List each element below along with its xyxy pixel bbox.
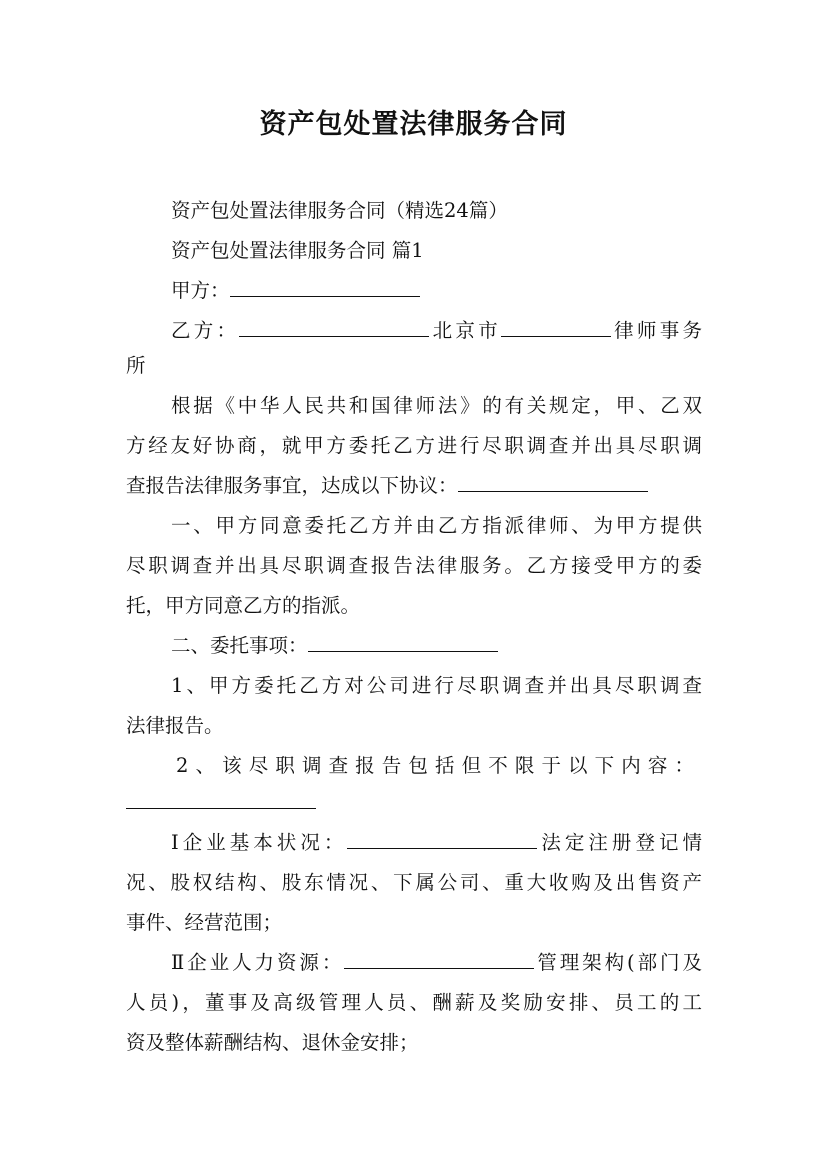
paragraph-line — [171, 830, 702, 856]
paragraph-line: 方经友好协商，就甲方委托乙方进行尽职调查并出具尽职调 — [126, 434, 702, 457]
entrust-label: 二、委托事项： — [171, 634, 308, 657]
agreement-blank — [458, 473, 648, 492]
paragraph-line: 根据《中华人民共和国律师法》的有关规定，甲、乙双 — [171, 394, 702, 417]
basic-info-blank — [347, 830, 537, 849]
subtitle-line: 资产包处置法律服务合同（精选24篇） — [171, 199, 508, 222]
basic-info-text: 法定注册登记情 — [537, 831, 702, 854]
paragraph-line — [171, 633, 702, 659]
hr-blank — [344, 950, 534, 969]
paragraph-line: 2、该尽职调查报告包括但不限于以下内容： — [176, 754, 694, 777]
paragraph-line: 所 — [126, 354, 146, 377]
paragraph-line: 托，甲方同意乙方的指派。 — [126, 594, 361, 617]
paragraph-line — [126, 473, 702, 499]
party-b-firm-blank — [501, 318, 611, 337]
agreement-text: 查报告法律服务事宜，达成以下协议： — [126, 474, 458, 497]
section-heading: 资产包处置法律服务合同 篇1 — [171, 239, 424, 262]
paragraph-line: 人员)，董事及高级管理人员、酬薪及奖励安排、员工的工 — [126, 991, 702, 1014]
paragraph-line: 尽职调查并出具尽职调查报告法律服务。乙方接受甲方的委 — [126, 554, 702, 577]
paragraph-line: 1、甲方委托乙方对公司进行尽职调查并出具尽职调查 — [171, 674, 702, 697]
party-a-label: 甲方： — [171, 279, 230, 302]
party-a-line — [171, 278, 702, 304]
content-blank — [126, 790, 316, 809]
entrust-blank — [308, 633, 498, 652]
paragraph-line: 况、股权结构、股东情况、下属公司、重大收购及出售资产 — [126, 871, 702, 894]
party-a-blank — [230, 278, 420, 297]
party-b-blank — [239, 318, 429, 337]
paragraph-line — [126, 790, 702, 816]
paragraph-line: 事件、经营范围； — [126, 911, 283, 934]
paragraph-line: 一、甲方同意委托乙方并由乙方指派律师、为甲方提供 — [171, 514, 702, 537]
basic-info-label: Ⅰ企业基本状况： — [171, 831, 348, 854]
party-b-firm-text: 律师事务 — [610, 319, 702, 342]
paragraph-line: 法律报告。 — [126, 714, 224, 737]
paragraph-line — [171, 950, 702, 976]
hr-text: 管理架构(部门及 — [534, 951, 702, 974]
paragraph-line: 资及整体薪酬结构、退休金安排； — [126, 1031, 419, 1054]
party-b-label: 乙方： — [171, 319, 240, 342]
hr-label: Ⅱ企业人力资源： — [171, 951, 345, 974]
party-b-city: 北京市 — [429, 319, 501, 342]
document-title: 资产包处置法律服务合同 — [259, 109, 568, 140]
party-b-line — [171, 318, 702, 344]
